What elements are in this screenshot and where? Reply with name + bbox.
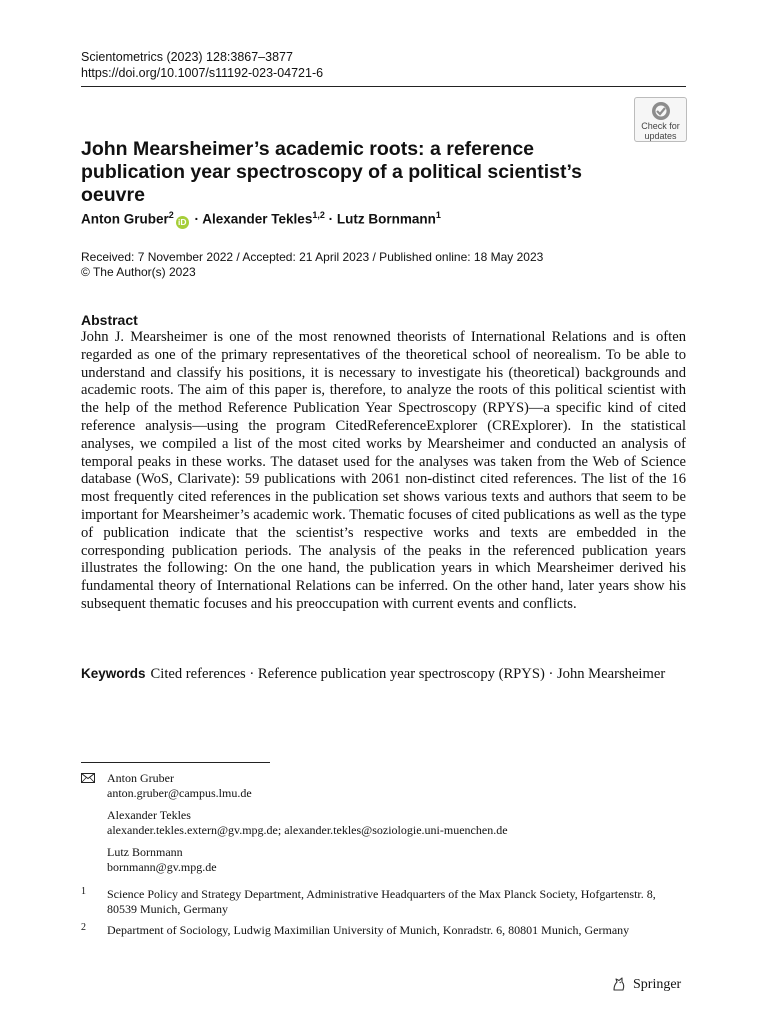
- author-affiliation-mark: 1: [435, 210, 441, 220]
- correspondence-email[interactable]: anton.gruber@campus.lmu.de: [107, 786, 252, 800]
- correspondence-email[interactable]: bornmann@gv.mpg.de: [107, 860, 217, 874]
- abstract-heading: Abstract: [81, 312, 138, 328]
- check-for-updates-badge[interactable]: [634, 97, 687, 142]
- correspondence-name: Lutz Bornmann: [107, 845, 183, 859]
- author-separator: ·: [190, 211, 203, 227]
- keywords-list: Cited references · Reference publication year spectroscopy (RPYS) · John Mearsheimer: [150, 666, 666, 682]
- springer-horse-icon: [611, 976, 627, 992]
- abstract-text: John J. Mearsheimer is one of the most renowned theorists of International Relations and is often regarded as one of the primary representatives of the theoretical school of neorealism. To be able to understand and classify his positions, it is necessary to investigate his (theoretical) backgrounds and academic roots. The aim of this paper is, therefore, to analyze the roots of this political scientist with the help of the method Reference Publication Year Spectroscopy (RPYS)—a specific kind of cited reference analysis—using the program CitedReferenceExplorer (CRExplorer). In the statistical analyses, we compiled a list of the most cited works by Mearsheimer and conducted an analysis of temporal peaks in these works. The dataset used for the analyses was taken from the Web of Science database (WoS, Clarivate): 59 publications with 2061 non-distinct cited references. The list of the 16 most frequently cited references in the publication set shows various texts and authors that seem to be important for Mearsheimer’s academic work. Thematic focuses of cited publications as well as the type of publication indicate that the scientist’s respective works and texts are embedded in the corresponding publication periods. The analysis of the peaks in the referenced publication years illustrates the following: On the one hand, the publication years in which Mearsheimer derived his fundamental theory of International Relations can be inferred. On the other hand, later years show his subsequent thematic focuses and his preoccupation with current events and conflicts.: [81, 329, 686, 612]
- correspondence-name: Anton Gruber: [107, 771, 174, 785]
- springer-logo: [611, 975, 691, 995]
- affiliation-text: Department of Sociology, Ludwig Maximilian University of Munich, Konradstr. 6, 80801 Munich, Germany: [107, 923, 630, 937]
- footnote-rule: [81, 762, 270, 763]
- keywords-label: Keywords: [81, 666, 146, 681]
- header-rule: [81, 86, 686, 87]
- orcid-icon[interactable]: iD: [176, 216, 189, 229]
- affiliation-number: 2: [81, 922, 86, 933]
- author-name: Lutz Bornmann: [336, 211, 436, 227]
- correspondence-name: Alexander Tekles: [107, 808, 191, 822]
- paper-title: John Mearsheimer’s academic roots: a reference publication year spectroscopy of a political scientist’s oeuvre: [81, 138, 583, 206]
- author-affiliation-mark: 1,2: [312, 210, 325, 220]
- author-list: [81, 206, 441, 229]
- author-separator: ·: [324, 211, 337, 227]
- author-name: Alexander Tekles: [202, 211, 313, 227]
- publication-dates: Received: 7 November 2022 / Accepted: 21 April 2023 / Published online: 18 May 2023: [81, 250, 544, 264]
- springer-wordmark: Springer: [633, 977, 682, 992]
- journal-citation: Scientometrics (2023) 128:3867–3877: [81, 50, 293, 64]
- envelope-icon: [81, 773, 95, 783]
- author-affiliation-mark: 2: [168, 210, 174, 220]
- affiliation-text: Science Policy and Strategy Department, Administrative Headquarters of the Max Planck Society, Hofgartenstr. 8, 80539 Munich, Germany: [107, 887, 656, 916]
- correspondence-email[interactable]: alexander.tekles.extern@gv.mpg.de; alexander.tekles@soziologie.uni-muenchen.de: [107, 823, 508, 837]
- keywords: [81, 664, 686, 684]
- affiliation-number: 1: [81, 886, 86, 897]
- check-for-updates-icon: [650, 101, 672, 121]
- author-name: Anton Gruber: [81, 211, 169, 227]
- copyright-notice: © The Author(s) 2023: [81, 265, 196, 279]
- check-for-updates-label: Check for updates: [641, 121, 680, 141]
- doi-link[interactable]: https://doi.org/10.1007/s11192-023-04721-6: [81, 66, 324, 80]
